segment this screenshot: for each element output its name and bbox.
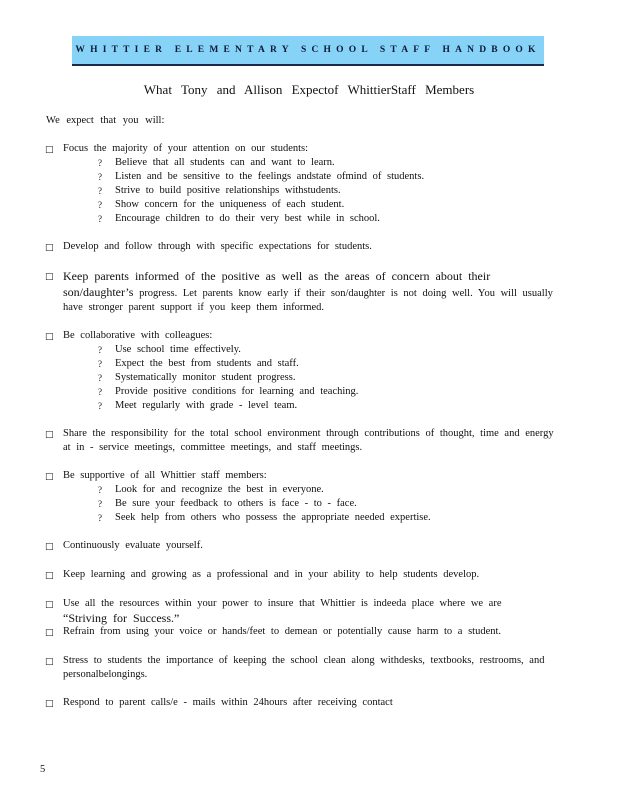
- sub-list-item: ? Believe that all students can and want to learn.: [98, 157, 335, 168]
- banner-title: WHITTIER ELEMENTARY SCHOOL STAFF HANDBOOK: [75, 45, 541, 55]
- sub-bullet-icon: ?: [98, 345, 102, 355]
- checkbox-bullet-icon: □: [45, 332, 54, 342]
- sub-list-item: ? Systematically monitor student progress.: [98, 372, 296, 383]
- sub-list-item: ? Provide positive conditions for learning and teaching.: [98, 386, 359, 397]
- list-item: [45, 269, 555, 315]
- list-item: [45, 597, 555, 625]
- list-item: [45, 469, 555, 525]
- intro-text: We expect that you will:: [46, 115, 165, 126]
- sub-bullet-icon: ?: [98, 172, 102, 182]
- page-title: What Tony and Allison Expectof WhittierStaff Members: [143, 82, 475, 97]
- sub-list-item: ? Use school time effectively.: [98, 344, 241, 355]
- sub-list-item: ? Meet regularly with grade - level team.: [98, 400, 298, 411]
- item-text: Develop and follow through with specific expectations for students.: [63, 241, 372, 252]
- item-text: Keep learning and growing as a professional and in your ability to help students develop.: [63, 569, 480, 580]
- sub-bullet-icon: ?: [98, 214, 102, 224]
- list-item: [45, 654, 555, 682]
- list-item: [45, 240, 555, 255]
- sub-list-item: ? Encourage children to do their very best while in school.: [98, 213, 380, 224]
- sub-list-item: ? Strive to build positive relationships withstudents.: [98, 185, 341, 196]
- handbook-banner: [72, 36, 544, 66]
- item-text: Be collaborative with colleagues:: [63, 330, 213, 341]
- page-number: 5: [40, 764, 46, 775]
- checkbox-bullet-icon: □: [45, 657, 54, 667]
- sub-bullet-icon: ?: [98, 387, 102, 397]
- sub-bullet-icon: ?: [98, 485, 102, 495]
- item-text: Use all the resources within your power to insure that Whittier is indeeda place where we are: [63, 598, 502, 609]
- item-text: progress. Let parents know early if their son/daughter is not doing well. You will usually have stronger parent support if you keep them informed.: [63, 288, 553, 313]
- item-text: Refrain from using your voice or hands/feet to demean or potentially cause harm to a student.: [63, 626, 502, 637]
- sub-list: [63, 483, 555, 525]
- sub-bullet-icon: ?: [98, 200, 102, 210]
- item-text-lead: Keep parents informed of the positive as well as the areas of concern about their son/daughter’s: [63, 269, 491, 299]
- checkbox-bullet-icon: □: [45, 571, 54, 581]
- item-text: Share the responsibility for the total school environment through contributions of thought, time and energy at in - service meetings, committee meetings, and staff meetings.: [63, 428, 554, 453]
- sub-bullet-icon: ?: [98, 359, 102, 369]
- sub-list-item: ? Expect the best from students and staff.: [98, 358, 299, 369]
- checkbox-bullet-icon: □: [45, 542, 54, 552]
- checkbox-bullet-icon: □: [45, 430, 54, 440]
- list-item: [45, 329, 555, 413]
- checkbox-bullet-icon: □: [45, 272, 54, 282]
- sub-bullet-icon: ?: [98, 186, 102, 196]
- item-text-emphasis: “Striving for Success.”: [63, 611, 180, 625]
- sub-bullet-icon: ?: [98, 158, 102, 168]
- list-item: [45, 568, 555, 583]
- checkbox-bullet-icon: □: [45, 628, 54, 638]
- item-text: Focus the majority of your attention on our students:: [63, 143, 309, 154]
- list-item: [45, 539, 555, 554]
- sub-list: [63, 156, 555, 226]
- checkbox-bullet-icon: □: [45, 145, 54, 155]
- expectations-list: [45, 142, 555, 725]
- sub-bullet-icon: ?: [98, 513, 102, 523]
- item-text: Respond to parent calls/e - mails within 24hours after receiving contact: [63, 697, 393, 708]
- sub-list-item: ? Seek help from others who possess the appropriate needed expertise.: [98, 512, 431, 523]
- checkbox-bullet-icon: □: [45, 243, 54, 253]
- sub-list-item: ? Listen and be sensitive to the feelings andstate ofmind of students.: [98, 171, 425, 182]
- checkbox-bullet-icon: □: [45, 699, 54, 709]
- list-item: [45, 142, 555, 226]
- list-item: [45, 427, 555, 455]
- list-item: [45, 696, 555, 711]
- sub-bullet-icon: ?: [98, 401, 102, 411]
- item-text: Be supportive of all Whittier staff members:: [63, 470, 267, 481]
- sub-list-item: ? Show concern for the uniqueness of each student.: [98, 199, 345, 210]
- checkbox-bullet-icon: □: [45, 472, 54, 482]
- sub-list: [63, 343, 555, 413]
- sub-bullet-icon: ?: [98, 499, 102, 509]
- checkbox-bullet-icon: □: [45, 600, 54, 610]
- sub-bullet-icon: ?: [98, 373, 102, 383]
- item-text: Stress to students the importance of keeping the school clean along withdesks, textbooks, restrooms, and personalbelongings.: [63, 655, 545, 680]
- sub-list-item: ? Be sure your feedback to others is face - to - face.: [98, 498, 357, 509]
- list-item: [45, 625, 555, 640]
- item-text: Continuously evaluate yourself.: [63, 540, 203, 551]
- sub-list-item: ? Look for and recognize the best in everyone.: [98, 484, 324, 495]
